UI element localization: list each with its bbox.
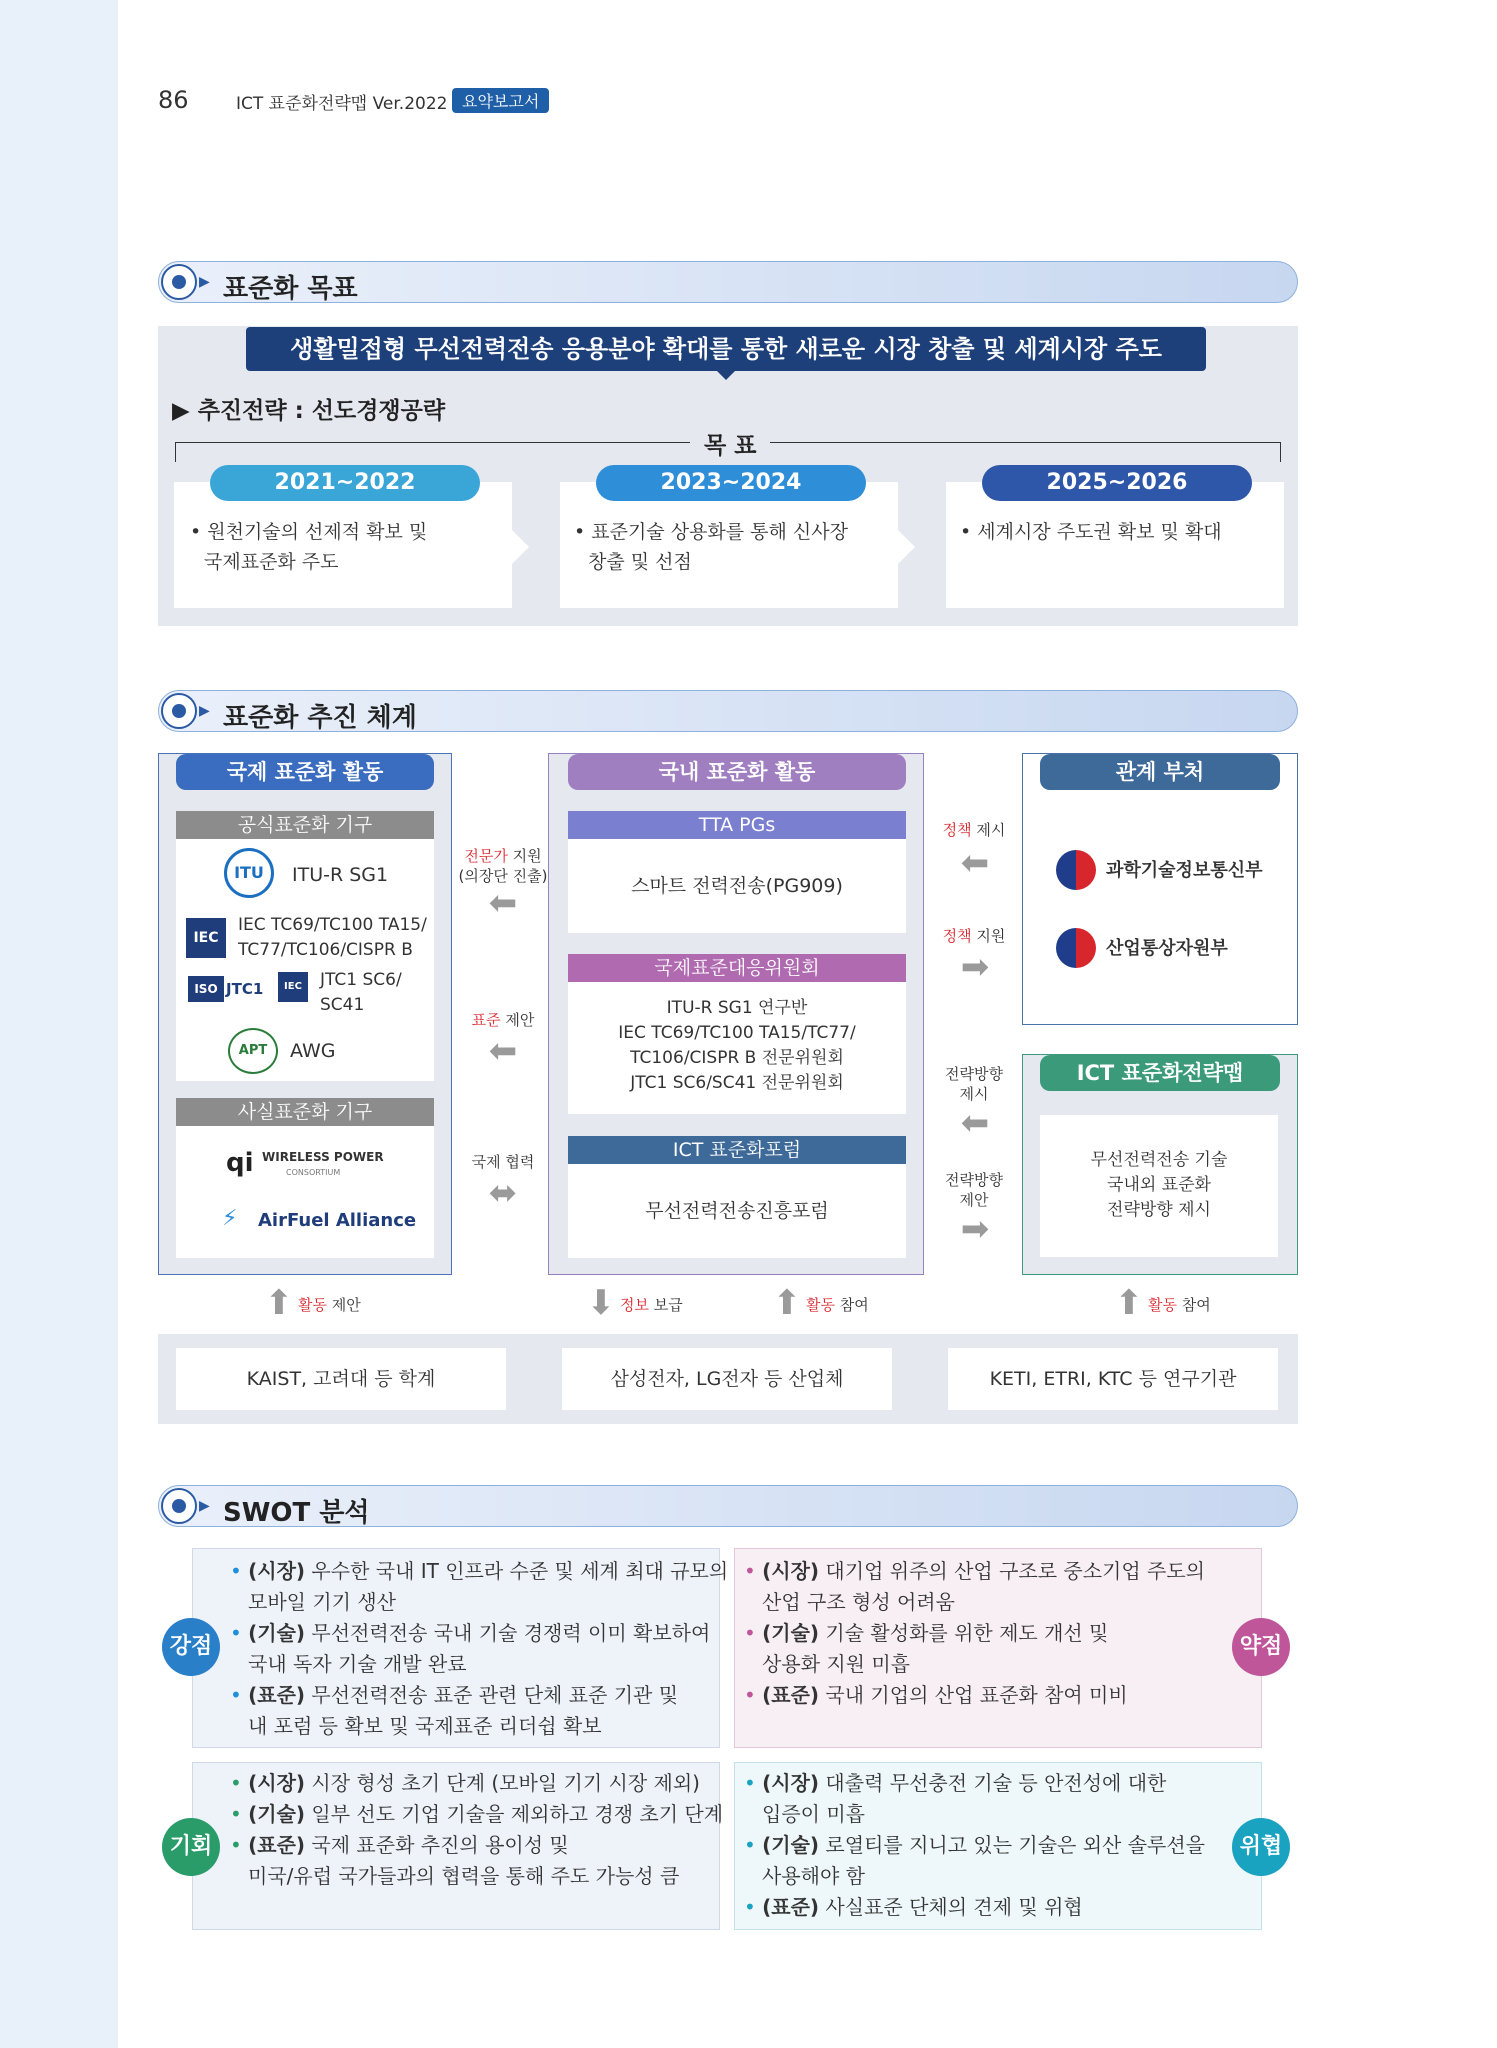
participant-academia: KAIST, 고려대 등 학계 bbox=[176, 1348, 506, 1410]
strategy-label: ▶ 추진전략 : 선도경쟁공략 bbox=[172, 398, 446, 424]
tta-header: TTA PGs bbox=[568, 811, 906, 839]
arrow-right-icon: ➡ bbox=[960, 1209, 990, 1249]
strength-item-2: • (기술) 무선전력전송 국내 기술 경쟁력 이미 확보하여 bbox=[230, 1621, 711, 1645]
period-text-2a: • 표준기술 상용화를 통해 신사장 bbox=[574, 521, 848, 543]
swot-opportunity-badge: 기회 bbox=[162, 1818, 220, 1876]
opportunity-item-3b: 미국/유럽 국가들과의 협력을 통해 주도 가능성 큼 bbox=[248, 1864, 680, 1888]
opportunity-item-1: • (시장) 시장 형성 초기 단계 (모바일 기기 시장 제외) bbox=[230, 1771, 700, 1795]
label-activity-participation-2: 활동 참여 bbox=[1148, 1296, 1211, 1314]
arrow-right-icon: ➡ bbox=[960, 947, 990, 987]
threat-item-1: • (시장) 대출력 무선충전 기술 등 안전성에 대한 bbox=[744, 1771, 1167, 1795]
gov-emblem-icon bbox=[1056, 928, 1096, 968]
strength-item-2b: 국내 독자 기술 개발 완료 bbox=[248, 1652, 467, 1676]
tta-body: 스마트 전력전송(PG909) bbox=[568, 839, 906, 933]
chevron-right-icon: ▶ bbox=[199, 1498, 210, 1514]
airfuel-logo-icon: ⚡ bbox=[222, 1206, 238, 1231]
label-std-proposal: 표준 제안 bbox=[471, 1011, 535, 1029]
threat-item-2b: 사용해야 함 bbox=[762, 1864, 865, 1888]
target-icon bbox=[161, 264, 197, 300]
left-sidebar-band bbox=[0, 0, 118, 2048]
label-strategy-present-2: 제시 bbox=[959, 1085, 989, 1103]
target-icon bbox=[161, 1488, 197, 1524]
period-text-3: • 세계시장 주도권 확보 및 확대 bbox=[960, 521, 1222, 543]
label-strategy-present: 전략방향 bbox=[945, 1065, 1003, 1083]
running-title: ICT 표준화전략맵 Ver.2022 bbox=[236, 94, 448, 114]
roadmap-line-2: 국내외 표준화 bbox=[1107, 1175, 1211, 1195]
label-policy-support: 정책 지원 bbox=[942, 927, 1006, 945]
org-iec-2: TC77/TC106/CISPR B bbox=[238, 940, 413, 960]
forum-header: ICT 표준화포럼 bbox=[568, 1136, 906, 1164]
double-arrow-icon: ⬌ bbox=[488, 1173, 518, 1213]
iso-logo-icon: ISO bbox=[188, 976, 224, 1002]
label-expert-support: 전문가 지원 bbox=[464, 847, 542, 865]
target-label: 목 표 bbox=[690, 427, 770, 460]
period-text-1b: 국제표준화 주도 bbox=[204, 551, 339, 573]
weakness-item-1: • (시장) 대기업 위주의 산업 구조로 중소기업 주도의 bbox=[744, 1559, 1205, 1583]
roadmap-line-1: 무선전력전송 기술 bbox=[1090, 1150, 1228, 1170]
defacto-org-header: 사실표준화 기구 bbox=[176, 1098, 434, 1126]
gov-emblem-icon bbox=[1056, 850, 1096, 890]
period-pill-2: 2023~2024 bbox=[596, 465, 866, 501]
forum-body: 무선전력전송진흥포럼 bbox=[568, 1164, 906, 1258]
arrow-up-icon: ⬆ bbox=[772, 1283, 802, 1323]
period-pill-1: 2021~2022 bbox=[210, 465, 480, 501]
chevron-right-icon: ▶ bbox=[199, 274, 210, 290]
jtc1-logo-icon: JTC1 bbox=[226, 980, 264, 998]
roadmap-title: ICT 표준화전략맵 bbox=[1040, 1055, 1280, 1091]
page-number: 86 bbox=[158, 86, 189, 114]
arrow-down-icon: ⬇ bbox=[586, 1283, 616, 1323]
committee-line-2: IEC TC69/TC100 TA15/TC77/ bbox=[618, 1023, 856, 1043]
intl-title: 국제 표준화 활동 bbox=[176, 754, 434, 790]
banner-pointer bbox=[716, 370, 736, 380]
label-strategy-proposal: 전략방향 bbox=[945, 1171, 1003, 1189]
participant-research: KETI, ETRI, KTC 등 연구기관 bbox=[948, 1348, 1278, 1410]
ministry-title: 관계 부처 bbox=[1040, 754, 1280, 790]
section-title: 표준화 목표 bbox=[223, 274, 358, 304]
label-info-dissemination: 정보 보급 bbox=[620, 1296, 683, 1314]
period-pill-3: 2025~2026 bbox=[982, 465, 1252, 501]
ministry-panel bbox=[1022, 753, 1298, 1025]
qi-logo-icon: qi bbox=[226, 1148, 254, 1178]
arrow-up-icon: ⬆ bbox=[1114, 1283, 1144, 1323]
committee-header: 국제표준대응위원회 bbox=[568, 954, 906, 982]
ministry-2: 산업통상자원부 bbox=[1106, 938, 1228, 959]
goal-banner: 생활밀접형 무선전력전송 응용분야 확대를 통한 새로운 시장 창출 및 세계시장 주도 bbox=[246, 327, 1206, 371]
org-jtc-2: SC41 bbox=[320, 995, 365, 1015]
participant-industry: 삼성전자, LG전자 등 산업체 bbox=[562, 1348, 892, 1410]
weakness-item-2b: 상용화 지원 미흡 bbox=[762, 1652, 910, 1676]
label-activity-proposal: 활동 제안 bbox=[298, 1296, 361, 1314]
org-jtc-1: JTC1 SC6/ bbox=[320, 970, 402, 990]
airfuel-name: AirFuel Alliance bbox=[258, 1210, 417, 1231]
arrow-up-icon: ⬆ bbox=[264, 1283, 294, 1323]
strength-item-3b: 내 포럼 등 확보 및 국제표준 리더쉽 확보 bbox=[248, 1714, 602, 1738]
section-header-system bbox=[158, 690, 1298, 732]
arrow-left-icon: ⬅ bbox=[488, 883, 518, 923]
committee-line-1: ITU-R SG1 연구반 bbox=[666, 998, 808, 1018]
itu-logo-icon: ITU bbox=[224, 848, 274, 898]
committee-line-3: TC106/CISPR B 전문위원회 bbox=[630, 1048, 844, 1068]
official-org-header: 공식표준화 기구 bbox=[176, 811, 434, 839]
arrow-left-icon: ⬅ bbox=[488, 1031, 518, 1071]
domestic-title: 국내 표준화 활동 bbox=[568, 754, 906, 790]
threat-item-1b: 입증이 미흡 bbox=[762, 1802, 865, 1826]
wpc-name-1: WIRELESS POWER bbox=[262, 1150, 384, 1164]
section-title: 표준화 추진 체계 bbox=[223, 703, 417, 733]
arrow-left-icon: ⬅ bbox=[960, 1103, 990, 1143]
opportunity-item-2: • (기술) 일부 선도 기업 기술을 제외하고 경쟁 초기 단계 bbox=[230, 1802, 724, 1826]
strength-item-3: • (표준) 무선전력전송 표준 관련 단체 표준 기관 및 bbox=[230, 1683, 679, 1707]
label-expert-support-2: (의장단 진출) bbox=[458, 867, 548, 885]
org-iec-1: IEC TC69/TC100 TA15/ bbox=[238, 915, 427, 935]
committee-line-4: JTC1 SC6/SC41 전문위원회 bbox=[630, 1073, 844, 1093]
weakness-item-3: • (표준) 국내 기업의 산업 표준화 참여 미비 bbox=[744, 1683, 1128, 1707]
section-title: SWOT 분석 bbox=[223, 1498, 370, 1528]
wpc-name-2: CONSORTIUM bbox=[286, 1168, 341, 1177]
threat-item-3: • (표준) 사실표준 단체의 견제 및 위협 bbox=[744, 1895, 1083, 1919]
threat-item-2: • (기술) 로열티를 지니고 있는 기술은 외산 솔루션을 bbox=[744, 1833, 1205, 1857]
arrow-right-icon bbox=[512, 530, 529, 564]
roadmap-line-3: 전략방향 제시 bbox=[1107, 1200, 1211, 1220]
weakness-item-1b: 산업 구조 형성 어려움 bbox=[762, 1590, 955, 1614]
target-icon bbox=[161, 693, 197, 729]
org-awg: AWG bbox=[290, 1040, 336, 1062]
iec-logo-icon: IEC bbox=[186, 918, 226, 958]
label-intl-coop: 국제 협력 bbox=[471, 1153, 535, 1171]
ministry-1: 과학기술정보통신부 bbox=[1106, 860, 1263, 881]
chevron-right-icon: ▶ bbox=[199, 703, 210, 719]
iec-logo-small-icon: IEC bbox=[278, 972, 308, 1002]
opportunity-item-3: • (표준) 국제 표준화 추진의 용이성 및 bbox=[230, 1833, 569, 1857]
period-text-2b: 창출 및 선점 bbox=[588, 551, 692, 573]
swot-threat-badge: 위협 bbox=[1232, 1818, 1290, 1876]
weakness-item-2: • (기술) 기술 활성화를 위한 제도 개선 및 bbox=[744, 1621, 1109, 1645]
swot-strength-badge: 강점 bbox=[162, 1618, 220, 1676]
period-text-1a: • 원천기술의 선제적 확보 및 bbox=[190, 521, 428, 543]
swot-weakness-badge: 약점 bbox=[1232, 1618, 1290, 1676]
label-activity-participation: 활동 참여 bbox=[806, 1296, 869, 1314]
label-strategy-proposal-2: 제안 bbox=[959, 1191, 989, 1209]
defacto-org-box bbox=[176, 1126, 434, 1258]
arrow-left-icon: ⬅ bbox=[960, 843, 990, 883]
report-badge: 요약보고서 bbox=[452, 88, 549, 113]
section-header-goal bbox=[158, 261, 1298, 303]
arrow-right-icon bbox=[898, 530, 915, 564]
strength-item-1b: 모바일 기기 생산 bbox=[248, 1590, 396, 1614]
section-header-swot bbox=[158, 1485, 1298, 1527]
label-policy-present: 정책 제시 bbox=[942, 821, 1006, 839]
org-itu: ITU-R SG1 bbox=[292, 864, 389, 886]
strength-item-1: • (시장) 우수한 국내 IT 인프라 수준 및 세계 최대 규모의 bbox=[230, 1559, 729, 1583]
apt-logo-icon: APT bbox=[228, 1028, 278, 1074]
